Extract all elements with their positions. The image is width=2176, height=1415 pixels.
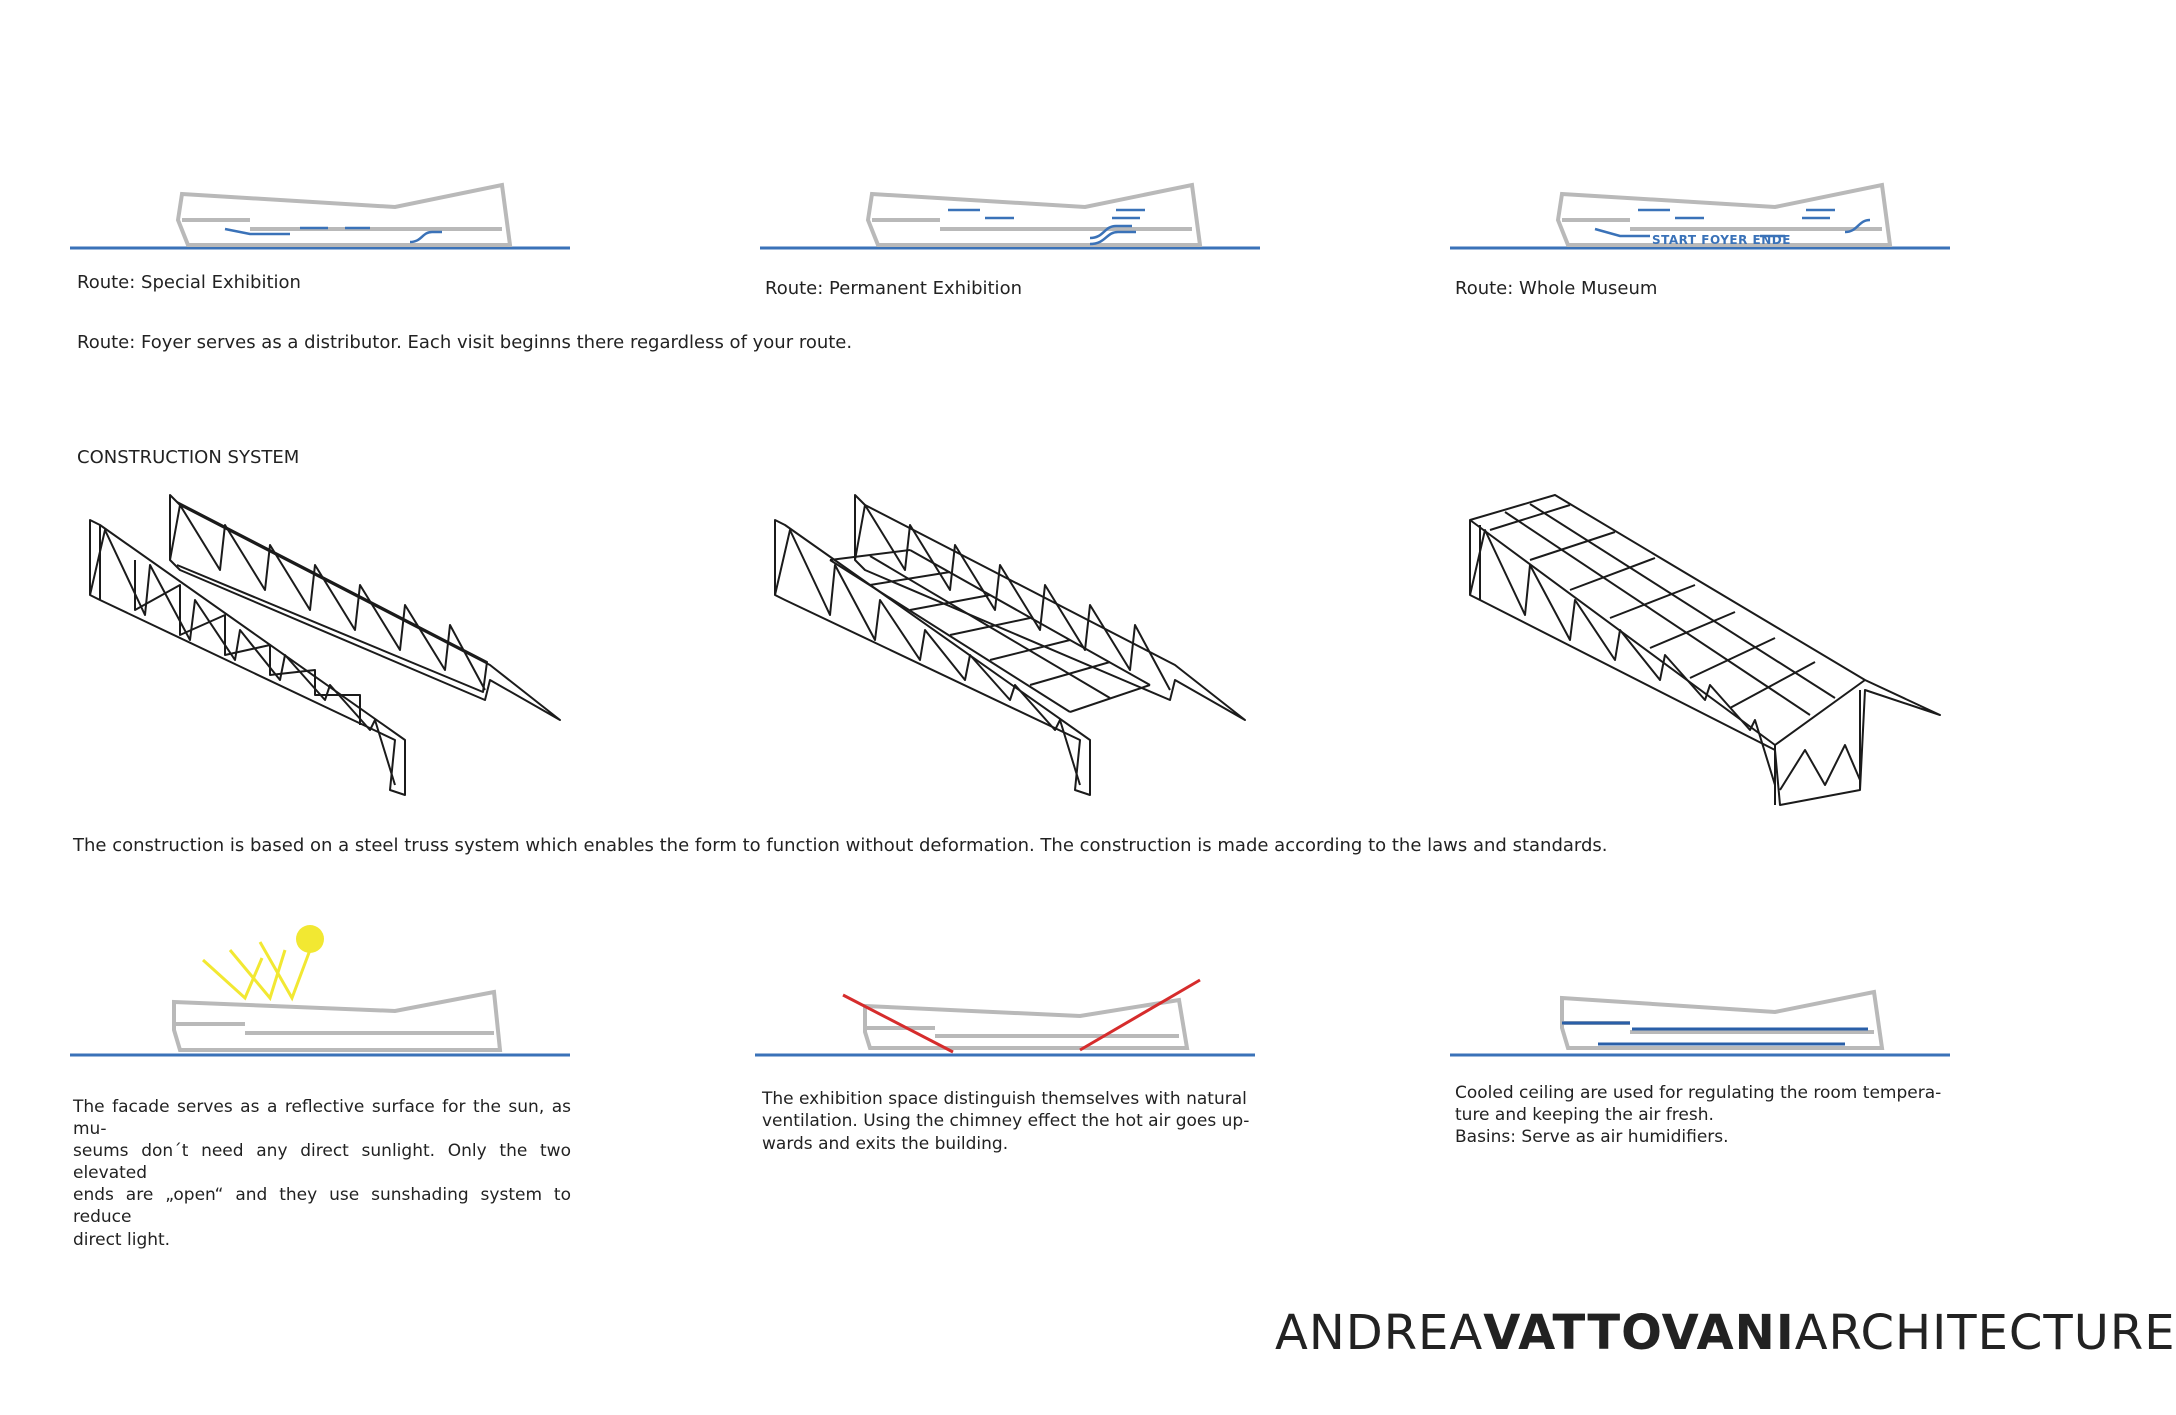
climate-cooling-line: Cooled ceiling are used for regulating the room tempera-	[1455, 1083, 1942, 1103]
climate-sun-line: direct light.	[73, 1229, 171, 1250]
construction-caption: The construction is based on a steel truss system which enables the form to function without deformation. The construction is made according to the laws and standards.	[73, 835, 1608, 856]
route-note: Route: Foyer serves as a distributor. Each visit beginns there regardless of your route.	[77, 332, 853, 353]
climate-cooling-line: ture and keeping the air fresh.	[1455, 1105, 1714, 1126]
construction-heading: CONSTRUCTION SYSTEM	[77, 447, 300, 468]
route-diagram-special	[70, 170, 590, 260]
brand-first: ANDREA	[1275, 1305, 1484, 1361]
climate-ventilation-line: The exhibition space distinguish themselves with natural	[762, 1089, 1247, 1109]
climate-cooling-text	[1455, 1082, 1955, 1148]
route-diagram-whole	[1450, 170, 1970, 260]
brand-last: ARCHITECTURE	[1794, 1305, 2176, 1361]
route-whole-label: START FOYER ENDE	[1652, 233, 1791, 247]
climate-diagram-ventilation	[755, 920, 1275, 1070]
climate-sun-line: ends are „open“ and they use sunshading system to reduce	[73, 1185, 571, 1228]
brand-logo	[1275, 1305, 2176, 1365]
climate-ventilation-text	[762, 1088, 1260, 1155]
caption-route-whole: Route: Whole Museum	[1455, 278, 1658, 299]
caption-route-permanent: Route: Permanent Exhibition	[765, 278, 1022, 299]
truss-diagram-complete	[1465, 490, 1965, 810]
truss-diagram-walls	[85, 490, 585, 810]
climate-sun-text	[73, 1096, 571, 1251]
caption-route-special: Route: Special Exhibition	[77, 272, 301, 293]
truss-diagram-frame	[770, 490, 1270, 810]
brand-middle: VATTOVANI	[1483, 1305, 1795, 1361]
sun-icon	[296, 925, 324, 953]
climate-ventilation-line: wards and exits the building.	[762, 1133, 1009, 1154]
route-diagram-permanent	[760, 170, 1280, 260]
climate-cooling-line: Basins: Serve as air humidifiers.	[1455, 1127, 1729, 1148]
climate-sun-line: The facade serves as a reflective surface for the sun, as mu-	[73, 1097, 571, 1140]
climate-diagram-sun	[70, 920, 590, 1070]
climate-ventilation-line: ventilation. Using the chimney effect the hot air goes up-	[762, 1111, 1250, 1132]
climate-sun-line: seums don´t need any direct sunlight. Only the two elevated	[73, 1141, 571, 1184]
climate-diagram-cooling	[1450, 920, 1970, 1070]
